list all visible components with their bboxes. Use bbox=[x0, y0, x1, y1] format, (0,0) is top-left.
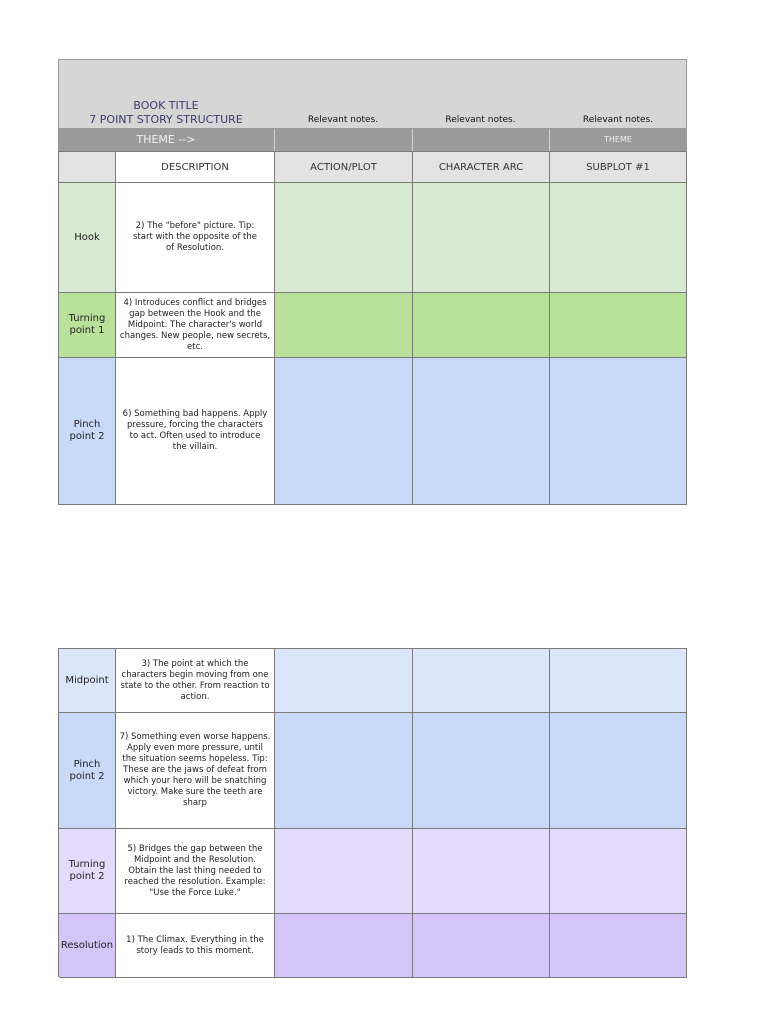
pinch-point-2-action-cell[interactable] bbox=[275, 713, 413, 829]
book-title: BOOK TITLE bbox=[133, 99, 199, 112]
row-label-pinch-point-2: Pinch point 2 bbox=[59, 713, 116, 829]
row-description-turning-point-1: 4) Introduces conflict and bridges gap between the Hook and the Midpoint. The character's world changes. New people, new secrets, etc. bbox=[116, 293, 275, 358]
pinch-point-top-character-cell[interactable] bbox=[413, 358, 550, 505]
col-header-action: ACTION/PLOT bbox=[275, 152, 413, 183]
row-label-resolution: Resolution bbox=[59, 914, 116, 978]
midpoint-character-cell[interactable] bbox=[413, 649, 550, 713]
bottom-grid bbox=[58, 648, 687, 977]
midpoint-subplot-cell[interactable] bbox=[550, 649, 687, 713]
row-description-pinch-point-top: 6) Something bad happens. Apply pressure, forcing the characters to act. Often used to introduce the villain. bbox=[116, 358, 275, 505]
midpoint-action-cell[interactable] bbox=[275, 649, 413, 713]
row-label-turning-point-1: Turning point 1 bbox=[59, 293, 116, 358]
col-header-character: CHARACTER ARC bbox=[413, 152, 550, 183]
pinch-point-2-character-cell[interactable] bbox=[413, 713, 550, 829]
theme-divider-1 bbox=[274, 129, 275, 151]
theme-label: THEME --> bbox=[136, 133, 196, 146]
notes-action: Relevant notes. bbox=[307, 115, 379, 125]
row-description-midpoint: 3) The point at which the characters begin moving from one state to the other. From reaction to action. bbox=[116, 649, 275, 713]
row-label-turning-point-2: Turning point 2 bbox=[59, 829, 116, 914]
hook-subplot-cell[interactable] bbox=[550, 183, 687, 293]
row-description-hook: 2) The "before" picture. Tip: start with the opposite of the of Resolution. bbox=[116, 183, 275, 293]
pinch-point-2-subplot-cell[interactable] bbox=[550, 713, 687, 829]
hook-character-cell[interactable] bbox=[413, 183, 550, 293]
turning-point-2-character-cell[interactable] bbox=[413, 829, 550, 914]
top-table bbox=[58, 59, 687, 505]
turning-point-2-subplot-cell[interactable] bbox=[550, 829, 687, 914]
hook-action-cell[interactable] bbox=[275, 183, 413, 293]
pinch-point-top-action-cell[interactable] bbox=[275, 358, 413, 505]
turning-point-1-subplot-cell[interactable] bbox=[550, 293, 687, 358]
row-label-hook: Hook bbox=[59, 183, 116, 293]
resolution-subplot-cell[interactable] bbox=[550, 914, 687, 978]
turning-point-1-action-cell[interactable] bbox=[275, 293, 413, 358]
row-description-turning-point-2: 5) Bridges the gap between the Midpoint and the Resolution. Obtain the last thing needed to reached the resolution. Example: "Use the Force Luke." bbox=[116, 829, 275, 914]
col-header-description: DESCRIPTION bbox=[116, 152, 275, 183]
theme-divider-2 bbox=[412, 129, 413, 151]
turning-point-1-character-cell[interactable] bbox=[413, 293, 550, 358]
top-grid bbox=[58, 151, 687, 505]
row-label-midpoint: Midpoint bbox=[59, 649, 116, 713]
resolution-action-cell[interactable] bbox=[275, 914, 413, 978]
theme-right-label: THEME bbox=[604, 135, 632, 144]
col-header-subplot: SUBPLOT #1 bbox=[550, 152, 687, 183]
resolution-character-cell[interactable] bbox=[413, 914, 550, 978]
row-description-resolution: 1) The Climax. Everything in the story leads to this moment. bbox=[116, 914, 275, 978]
turning-point-2-action-cell[interactable] bbox=[275, 829, 413, 914]
bottom-table bbox=[58, 648, 687, 977]
notes-character: Relevant notes. bbox=[445, 115, 516, 125]
row-label-pinch-point-top: Pinch point 2 bbox=[59, 358, 116, 505]
notes-subplot: Relevant notes. bbox=[582, 115, 654, 125]
col-header-blank bbox=[59, 152, 116, 183]
pinch-point-top-subplot-cell[interactable] bbox=[550, 358, 687, 505]
row-description-pinch-point-2: 7) Something even worse happens. Apply even more pressure, until the situation seems hopeless. Tip: These are the jaws of defeat from which your hero will be snatching victory. Make sure the teeth are sharp bbox=[116, 713, 275, 829]
structure-title: 7 POINT STORY STRUCTURE bbox=[89, 113, 243, 126]
